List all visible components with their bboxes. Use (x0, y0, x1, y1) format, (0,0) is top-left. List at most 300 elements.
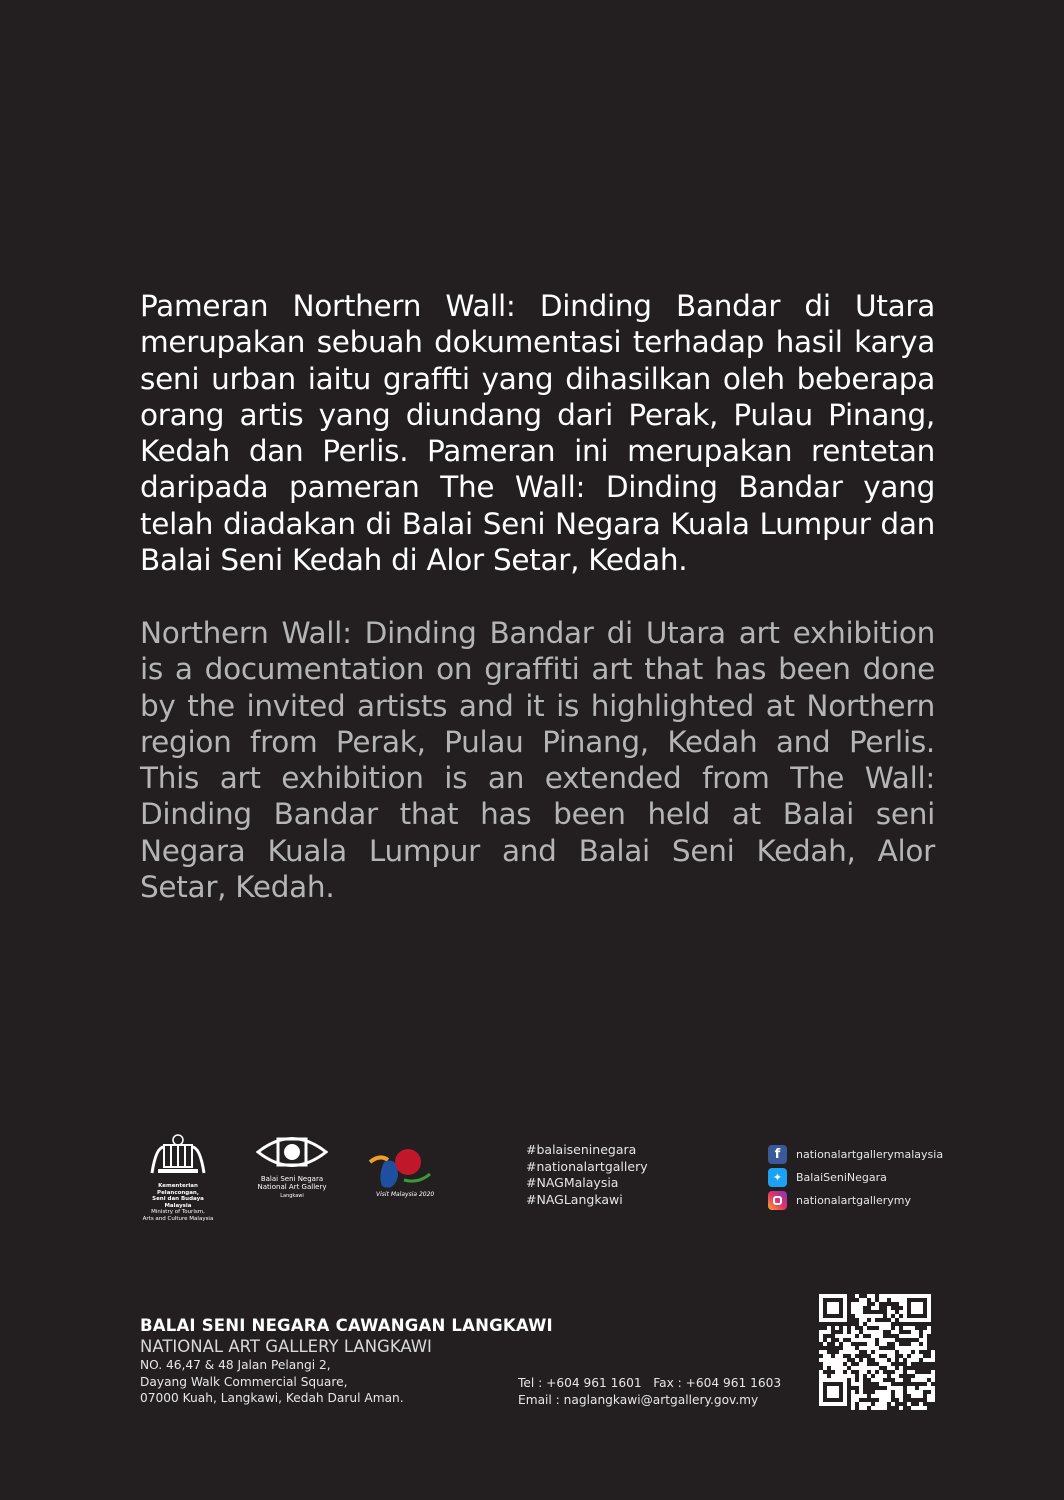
qr-module (823, 1362, 827, 1366)
qr-module (915, 1354, 919, 1358)
qr-module (879, 1390, 883, 1394)
qr-module (875, 1378, 879, 1382)
qr-module (819, 1338, 823, 1342)
qr-module (831, 1358, 835, 1362)
qr-module (843, 1398, 847, 1402)
qr-module (887, 1310, 891, 1314)
qr-module (859, 1302, 863, 1306)
qr-module (895, 1394, 899, 1398)
qr-module (851, 1354, 855, 1358)
qr-module (863, 1346, 867, 1350)
qr-module (851, 1366, 855, 1370)
qr-module (915, 1378, 919, 1382)
qr-module (859, 1362, 863, 1366)
qr-module (927, 1398, 931, 1402)
qr-module (827, 1362, 831, 1366)
qr-module (851, 1350, 855, 1354)
qr-module (911, 1318, 915, 1322)
qr-module (879, 1402, 883, 1406)
qr-module (915, 1350, 919, 1354)
qr-module (911, 1326, 915, 1330)
qr-module (839, 1334, 843, 1338)
qr-module (879, 1342, 883, 1346)
qr-module (883, 1358, 887, 1362)
qr-module (823, 1374, 827, 1378)
qr-module (903, 1302, 907, 1306)
qr-module (895, 1370, 899, 1374)
qr-module (863, 1330, 867, 1334)
qr-module (903, 1354, 907, 1358)
qr-module (919, 1374, 923, 1378)
qr-module (843, 1314, 847, 1318)
qr-module (915, 1310, 919, 1314)
qr-module (843, 1294, 847, 1298)
qr-module (855, 1398, 859, 1402)
qr-module (835, 1402, 839, 1406)
malay-paragraph: Pameran Northern Wall: Dinding Bandar di Utara merupakan sebuah dokumentasi terhadap hasil karya seni urban iaitu graffti yang dihasilkan oleh beberapa orang artis yang diundang dari Perak, Pulau Pinang, Kedah dan Perlis. Pameran ini merupakan rentetan daripada pameran The Wall: Dinding Bandar yang telah diadakan di Balai Seni Negara Kuala Lumpur dan Balai Seni Kedah di Alor Setar, Kedah. (140, 289, 935, 578)
qr-module (883, 1362, 887, 1366)
qr-module (835, 1358, 839, 1362)
qr-module (835, 1386, 839, 1390)
qr-module (875, 1402, 879, 1406)
qr-module (859, 1346, 863, 1350)
qr-module (903, 1350, 907, 1354)
qr-module (819, 1350, 823, 1354)
qr-module (819, 1314, 823, 1318)
qr-module (819, 1358, 823, 1362)
qr-module (863, 1362, 867, 1366)
qr-module (847, 1350, 851, 1354)
qr-module (819, 1398, 823, 1402)
qr-module (891, 1366, 895, 1370)
english-paragraph: Northern Wall: Dinding Bandar di Utara art exhibition is a documentation on graffiti art that has been done by the invited artists and it is highlighted at Northern region from Perak, Pulau Pinang, Kedah and Perlis. This art exhibition is an extended from The Wall: Dinding Bandar that has been held at Balai seni Negara Kuala Lumpur and Balai Seni Kedah, Alor Setar, Kedah. (140, 616, 935, 905)
qr-module (895, 1294, 899, 1298)
qr-module (835, 1354, 839, 1358)
qr-module (835, 1374, 839, 1378)
qr-module (819, 1334, 823, 1338)
qr-module (827, 1386, 831, 1390)
hashtags (526, 1142, 648, 1208)
qr-module (927, 1310, 931, 1314)
qr-module (819, 1378, 823, 1382)
qr-module (867, 1350, 871, 1354)
qr-module (903, 1314, 907, 1318)
qr-module (927, 1386, 931, 1390)
qr-module (911, 1294, 915, 1298)
ministry-line: Kementerian Pelancongan, (157, 1183, 199, 1196)
qr-module (919, 1318, 923, 1322)
qr-module (899, 1334, 903, 1338)
qr-module (883, 1338, 887, 1342)
qr-module (843, 1366, 847, 1370)
qr-module (927, 1294, 931, 1298)
qr-module (831, 1294, 835, 1298)
qr-module (823, 1342, 827, 1346)
qr-module (823, 1358, 827, 1362)
qr-module (923, 1330, 927, 1334)
qr-module (831, 1386, 835, 1390)
qr-module (903, 1298, 907, 1302)
qr-module (911, 1346, 915, 1350)
qr-module (883, 1342, 887, 1346)
qr-module (919, 1306, 923, 1310)
address-title: BALAI SENI NEGARA CAWANGAN LANGKAWI (140, 1316, 553, 1335)
qr-module (891, 1358, 895, 1362)
qr-module (887, 1322, 891, 1326)
qr-module (899, 1318, 903, 1322)
qr-module (871, 1318, 875, 1322)
qr-module (891, 1294, 895, 1298)
qr-module (927, 1318, 931, 1322)
qr-module (839, 1374, 843, 1378)
qr-module (931, 1386, 935, 1390)
qr-module (931, 1394, 935, 1398)
qr-module (891, 1330, 895, 1334)
qr-module (851, 1334, 855, 1338)
qr-module (911, 1390, 915, 1394)
qr-module (919, 1346, 923, 1350)
qr-module (907, 1346, 911, 1350)
qr-module (835, 1390, 839, 1394)
ministry-line: Arts and Culture Malaysia (142, 1215, 214, 1222)
qr-module (911, 1306, 915, 1310)
qr-module (915, 1294, 919, 1298)
qr-module (923, 1358, 927, 1362)
qr-module (859, 1306, 863, 1310)
email: Email : naglangkawi@artgallery.gov.my (518, 1393, 759, 1407)
qr-module (919, 1394, 923, 1398)
qr-module (915, 1394, 919, 1398)
qr-module (823, 1366, 827, 1370)
qr-module (871, 1294, 875, 1298)
qr-module (859, 1382, 863, 1386)
qr-module (823, 1378, 827, 1382)
qr-module (891, 1310, 895, 1314)
qr-module (819, 1374, 823, 1378)
qr-module (843, 1350, 847, 1354)
qr-module (851, 1310, 855, 1314)
qr-module (855, 1394, 859, 1398)
qr-module (835, 1394, 839, 1398)
coat-of-arms-icon (138, 1133, 218, 1179)
qr-module (871, 1366, 875, 1370)
qr-module (927, 1302, 931, 1306)
qr-module (875, 1346, 879, 1350)
qr-module (927, 1374, 931, 1378)
qr-module (895, 1346, 899, 1350)
qr-module (855, 1338, 859, 1342)
qr-module (895, 1298, 899, 1302)
qr-module (911, 1394, 915, 1398)
qr-module (851, 1390, 855, 1394)
qr-module (871, 1338, 875, 1342)
qr-module (911, 1406, 915, 1410)
qr-module (819, 1306, 823, 1310)
qr-module (931, 1350, 935, 1354)
qr-module (839, 1402, 843, 1406)
qr-module (819, 1330, 823, 1334)
qr-module (903, 1310, 907, 1314)
qr-module (839, 1354, 843, 1358)
qr-module (915, 1390, 919, 1394)
qr-module (851, 1394, 855, 1398)
qr-module (831, 1366, 835, 1370)
qr-module (915, 1334, 919, 1338)
qr-module (843, 1390, 847, 1394)
qr-module (931, 1378, 935, 1382)
qr-module (827, 1390, 831, 1394)
qr-module (819, 1298, 823, 1302)
social-label: BalaiSeniNegara (796, 1171, 887, 1184)
qr-module (887, 1326, 891, 1330)
qr-module (919, 1402, 923, 1406)
qr-module (871, 1378, 875, 1382)
qr-module (827, 1294, 831, 1298)
qr-module (875, 1406, 879, 1410)
qr-module (883, 1350, 887, 1354)
qr-module (903, 1346, 907, 1350)
qr-module (843, 1402, 847, 1406)
qr-module (871, 1298, 875, 1302)
qr-module (899, 1302, 903, 1306)
qr-module (911, 1386, 915, 1390)
qr-module (855, 1306, 859, 1310)
qr-module (903, 1334, 907, 1338)
qr-module (931, 1358, 935, 1362)
qr-module (927, 1298, 931, 1302)
qr-module (875, 1350, 879, 1354)
qr-module (903, 1306, 907, 1310)
qr-module (907, 1326, 911, 1330)
hashtag: #NAGLangkawi (526, 1191, 623, 1207)
qr-module (827, 1394, 831, 1398)
ministry-line: Ministry of Tourism, (151, 1209, 205, 1215)
qr-module (835, 1366, 839, 1370)
qr-module (883, 1390, 887, 1394)
social-instagram[interactable] (768, 1189, 943, 1212)
qr-module (847, 1346, 851, 1350)
qr-module (863, 1406, 867, 1410)
qr-module (819, 1302, 823, 1306)
qr-module (851, 1326, 855, 1330)
qr-module (863, 1370, 867, 1374)
qr-module (919, 1338, 923, 1342)
qr-module (895, 1390, 899, 1394)
qr-module (899, 1298, 903, 1302)
qr-module (879, 1362, 883, 1366)
social-facebook[interactable] (768, 1143, 943, 1166)
qr-module (883, 1298, 887, 1302)
qr-module (887, 1350, 891, 1354)
qr-module (891, 1374, 895, 1378)
qr-module (851, 1306, 855, 1310)
contact-block (518, 1375, 781, 1409)
qr-module (831, 1302, 835, 1306)
qr-module (835, 1310, 839, 1314)
qr-module (887, 1306, 891, 1310)
qr-module (839, 1338, 843, 1342)
hashtag: #balaiseninegara (526, 1142, 637, 1157)
qr-module (839, 1370, 843, 1374)
qr-module (847, 1342, 851, 1346)
qr-module (919, 1390, 923, 1394)
qr-module (855, 1366, 859, 1370)
qr-module (899, 1350, 903, 1354)
qr-module (923, 1342, 927, 1346)
gallery-eye-icon (256, 1133, 328, 1171)
qr-module (915, 1342, 919, 1346)
qr-module (835, 1342, 839, 1346)
qr-module (875, 1394, 879, 1398)
qr-module (879, 1330, 883, 1334)
qr-module (819, 1382, 823, 1386)
qr-module (867, 1322, 871, 1326)
qr-module (879, 1378, 883, 1382)
qr-module (831, 1374, 835, 1378)
qr-module (835, 1370, 839, 1374)
qr-module (887, 1398, 891, 1402)
qr-module (923, 1294, 927, 1298)
qr-module (895, 1326, 899, 1330)
qr-module (911, 1358, 915, 1362)
qr-module (859, 1370, 863, 1374)
qr-module (863, 1358, 867, 1362)
qr-module (863, 1338, 867, 1342)
gallery-line: Langkawi (280, 1193, 304, 1199)
qr-module (895, 1378, 899, 1382)
qr-code (819, 1294, 935, 1410)
qr-module (843, 1326, 847, 1330)
qr-module (827, 1302, 831, 1306)
qr-module (931, 1370, 935, 1374)
address-subtitle: NATIONAL ART GALLERY LANGKAWI (140, 1337, 432, 1356)
qr-module (923, 1386, 927, 1390)
qr-module (927, 1330, 931, 1334)
qr-module (907, 1358, 911, 1362)
qr-module (827, 1378, 831, 1382)
qr-module (839, 1350, 843, 1354)
qr-module (843, 1346, 847, 1350)
qr-module (843, 1334, 847, 1338)
qr-module (919, 1386, 923, 1390)
qr-module (835, 1378, 839, 1382)
qr-module (843, 1382, 847, 1386)
qr-module (843, 1306, 847, 1310)
hornbill-hibiscus-icon (368, 1140, 434, 1204)
qr-module (819, 1402, 823, 1406)
qr-module (859, 1298, 863, 1302)
qr-module (923, 1334, 927, 1338)
instagram-icon (768, 1191, 787, 1210)
qr-module (895, 1314, 899, 1318)
ministry-logo (138, 1133, 218, 1222)
qr-module (871, 1330, 875, 1334)
qr-module (895, 1342, 899, 1346)
qr-module (827, 1330, 831, 1334)
visit-malaysia-logo (368, 1140, 434, 1208)
qr-module (923, 1374, 927, 1378)
qr-module (871, 1334, 875, 1338)
qr-module (879, 1294, 883, 1298)
qr-module (859, 1386, 863, 1390)
qr-module (859, 1374, 863, 1378)
qr-module (823, 1354, 827, 1358)
qr-module (907, 1390, 911, 1394)
qr-module (819, 1394, 823, 1398)
qr-module (891, 1338, 895, 1342)
qr-module (819, 1370, 823, 1374)
address-line: NO. 46,47 & 48 Jalan Pelangi 2, (140, 1358, 331, 1372)
qr-module (851, 1374, 855, 1378)
qr-module (831, 1378, 835, 1382)
qr-module (911, 1330, 915, 1334)
qr-module (823, 1350, 827, 1354)
qr-module (907, 1370, 911, 1374)
qr-module (879, 1370, 883, 1374)
qr-module (879, 1398, 883, 1402)
qr-module (875, 1314, 879, 1318)
qr-module (891, 1386, 895, 1390)
social-twitter[interactable] (768, 1166, 943, 1189)
qr-module (859, 1318, 863, 1322)
qr-module (863, 1394, 867, 1398)
qr-module (875, 1366, 879, 1370)
qr-module (875, 1374, 879, 1378)
gallery-line: National Art Gallery (257, 1183, 327, 1191)
qr-module (827, 1358, 831, 1362)
qr-module (863, 1298, 867, 1302)
qr-module (839, 1318, 843, 1322)
qr-module (839, 1378, 843, 1382)
qr-module (851, 1382, 855, 1386)
qr-module (883, 1402, 887, 1406)
qr-module (911, 1370, 915, 1374)
qr-module (859, 1338, 863, 1342)
qr-module (915, 1318, 919, 1322)
qr-module (907, 1294, 911, 1298)
qr-module (847, 1334, 851, 1338)
qr-module (887, 1354, 891, 1358)
social-links (768, 1143, 943, 1212)
qr-module (863, 1318, 867, 1322)
qr-module (907, 1386, 911, 1390)
qr-module (927, 1306, 931, 1310)
qr-module (827, 1318, 831, 1322)
qr-module (875, 1354, 879, 1358)
qr-module (923, 1346, 927, 1350)
qr-module (847, 1370, 851, 1374)
social-label: nationalartgallerymalaysia (796, 1148, 944, 1161)
qr-module (883, 1394, 887, 1398)
qr-module (843, 1330, 847, 1334)
qr-module (923, 1406, 927, 1410)
qr-module (923, 1338, 927, 1342)
qr-module (899, 1294, 903, 1298)
qr-module (871, 1346, 875, 1350)
qr-module (831, 1310, 835, 1314)
qr-module (891, 1350, 895, 1354)
qr-module (855, 1310, 859, 1314)
qr-module (843, 1318, 847, 1322)
qr-module (871, 1406, 875, 1410)
qr-module (915, 1306, 919, 1310)
qr-module (911, 1354, 915, 1358)
qr-module (931, 1390, 935, 1394)
qr-module (827, 1306, 831, 1310)
qr-module (927, 1314, 931, 1318)
qr-module (851, 1402, 855, 1406)
qr-module (855, 1294, 859, 1298)
